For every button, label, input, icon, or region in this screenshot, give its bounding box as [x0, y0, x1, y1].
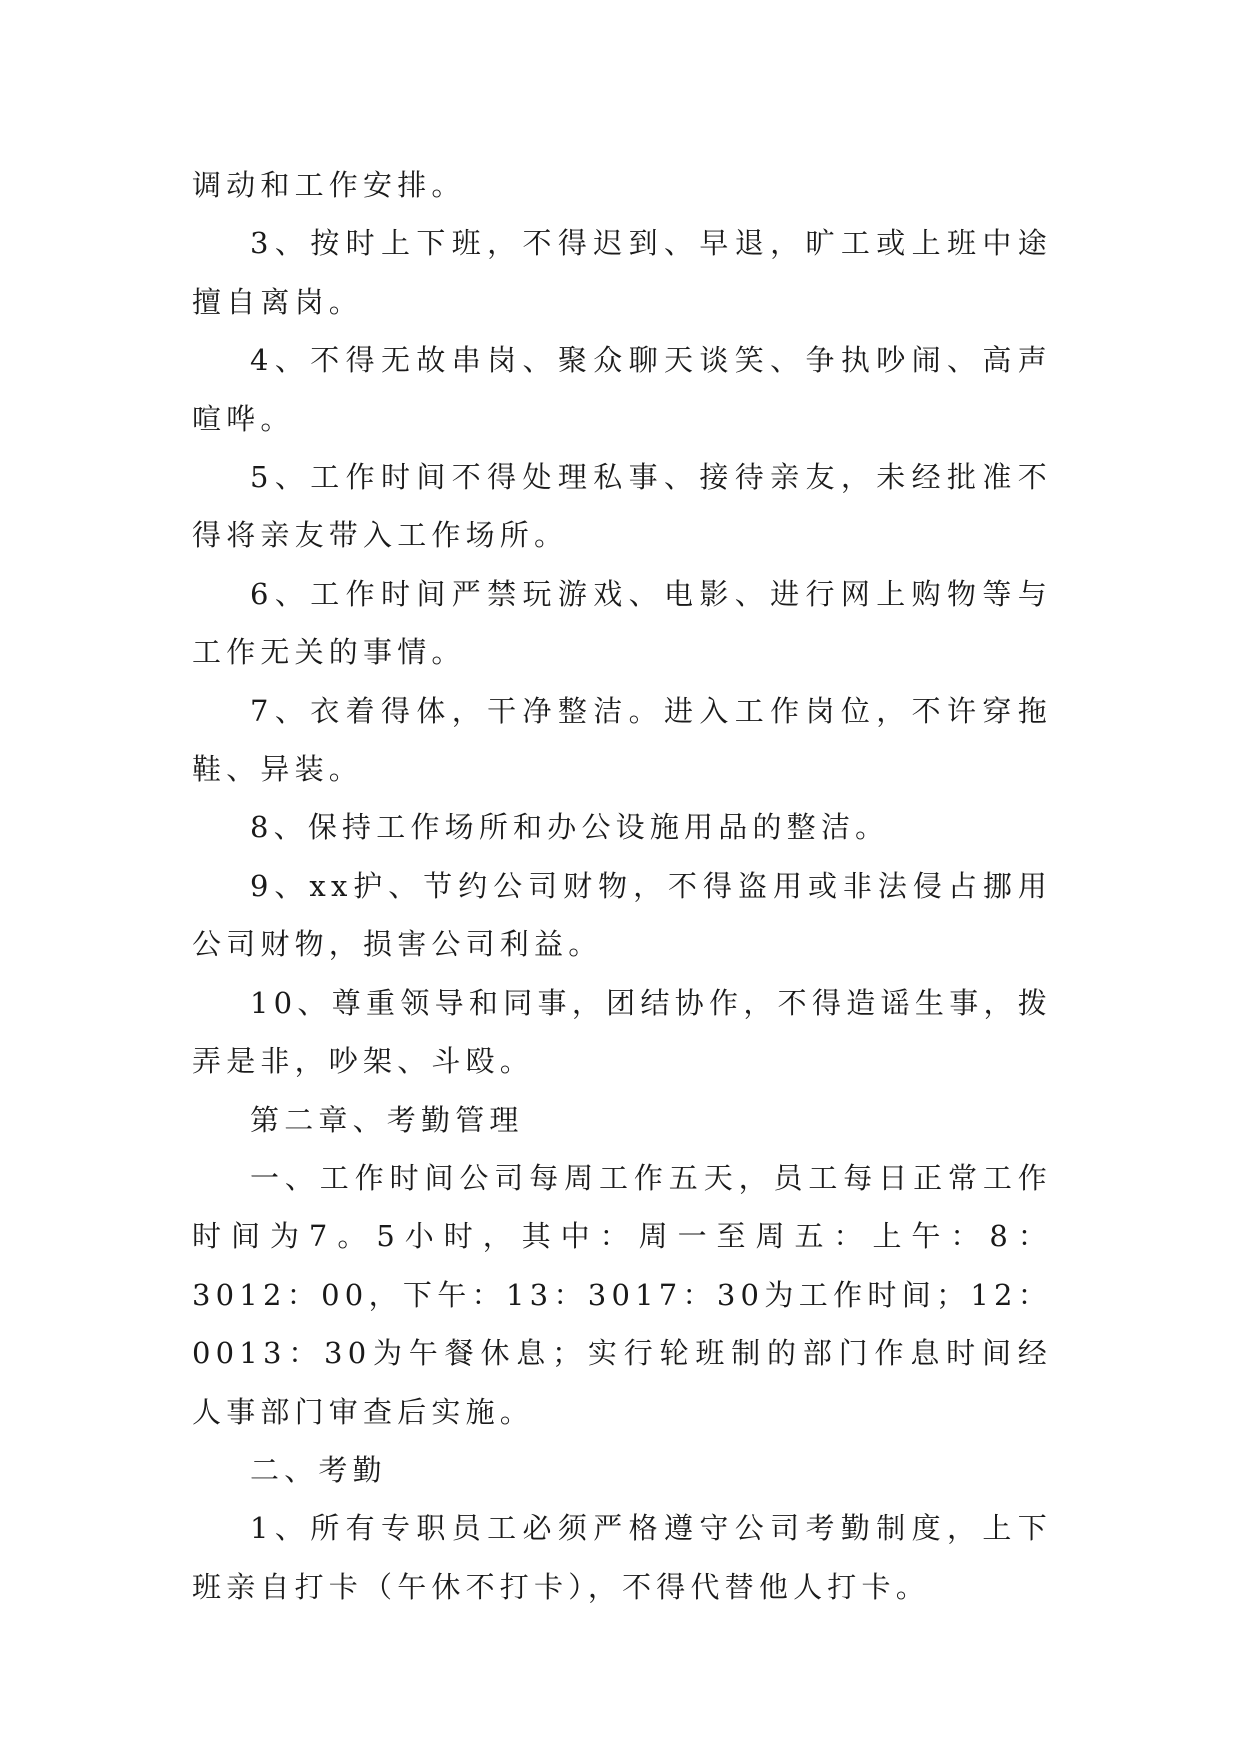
- paragraph-6: 7、衣着得体，干净整洁。进入工作岗位，不许穿拖鞋、异装。: [192, 693, 1052, 787]
- paragraph-9: 10、尊重领导和同事，团结协作，不得造谣生事，拨弄是非，吵架、斗殴。: [192, 985, 1052, 1079]
- paragraph-3: 4、不得无故串岗、聚众聊天谈笑、争执吵闹、高声喧哗。: [192, 343, 1052, 436]
- paragraph-4: 5、工作时间不得处理私事、接待亲友，未经批准不得将亲友带入工作场所。: [192, 460, 1052, 553]
- section-heading: 二、考勤: [250, 1452, 387, 1487]
- paragraph-11: 一、工作时间公司每周工作五天，员工每日正常工作时间为7。5小时，其中：周一至周五：上午：8：3012：00，下午：13：3017：30为工作时间；12：0013：30为午餐休息；实行轮班制的部门作息时间经人事部门审查后实施。: [192, 1160, 1052, 1429]
- paragraph-7: 8、保持工作场所和办公设施用品的整洁。: [250, 810, 890, 845]
- paragraph-13: 1、所有专职员工必须严格遵守公司考勤制度，上下班亲自打卡（午休不打卡），不得代替他人打卡。: [192, 1511, 1052, 1604]
- paragraph-8: 9、xx护、节约公司财物，不得盗用或非法侵占挪用公司财物，损害公司利益。: [192, 868, 1052, 962]
- chapter-heading: 第二章、考勤管理: [250, 1102, 524, 1137]
- paragraph-5: 6、工作时间严禁玩游戏、电影、进行网上购物等与工作无关的事情。: [192, 576, 1052, 670]
- document-page: [192, 156, 1052, 1616]
- paragraph-1: 调动和工作安排。: [192, 168, 466, 202]
- paragraph-2: 3、按时上下班，不得迟到、早退，旷工或上班中途擅自离岗。: [192, 226, 1052, 319]
